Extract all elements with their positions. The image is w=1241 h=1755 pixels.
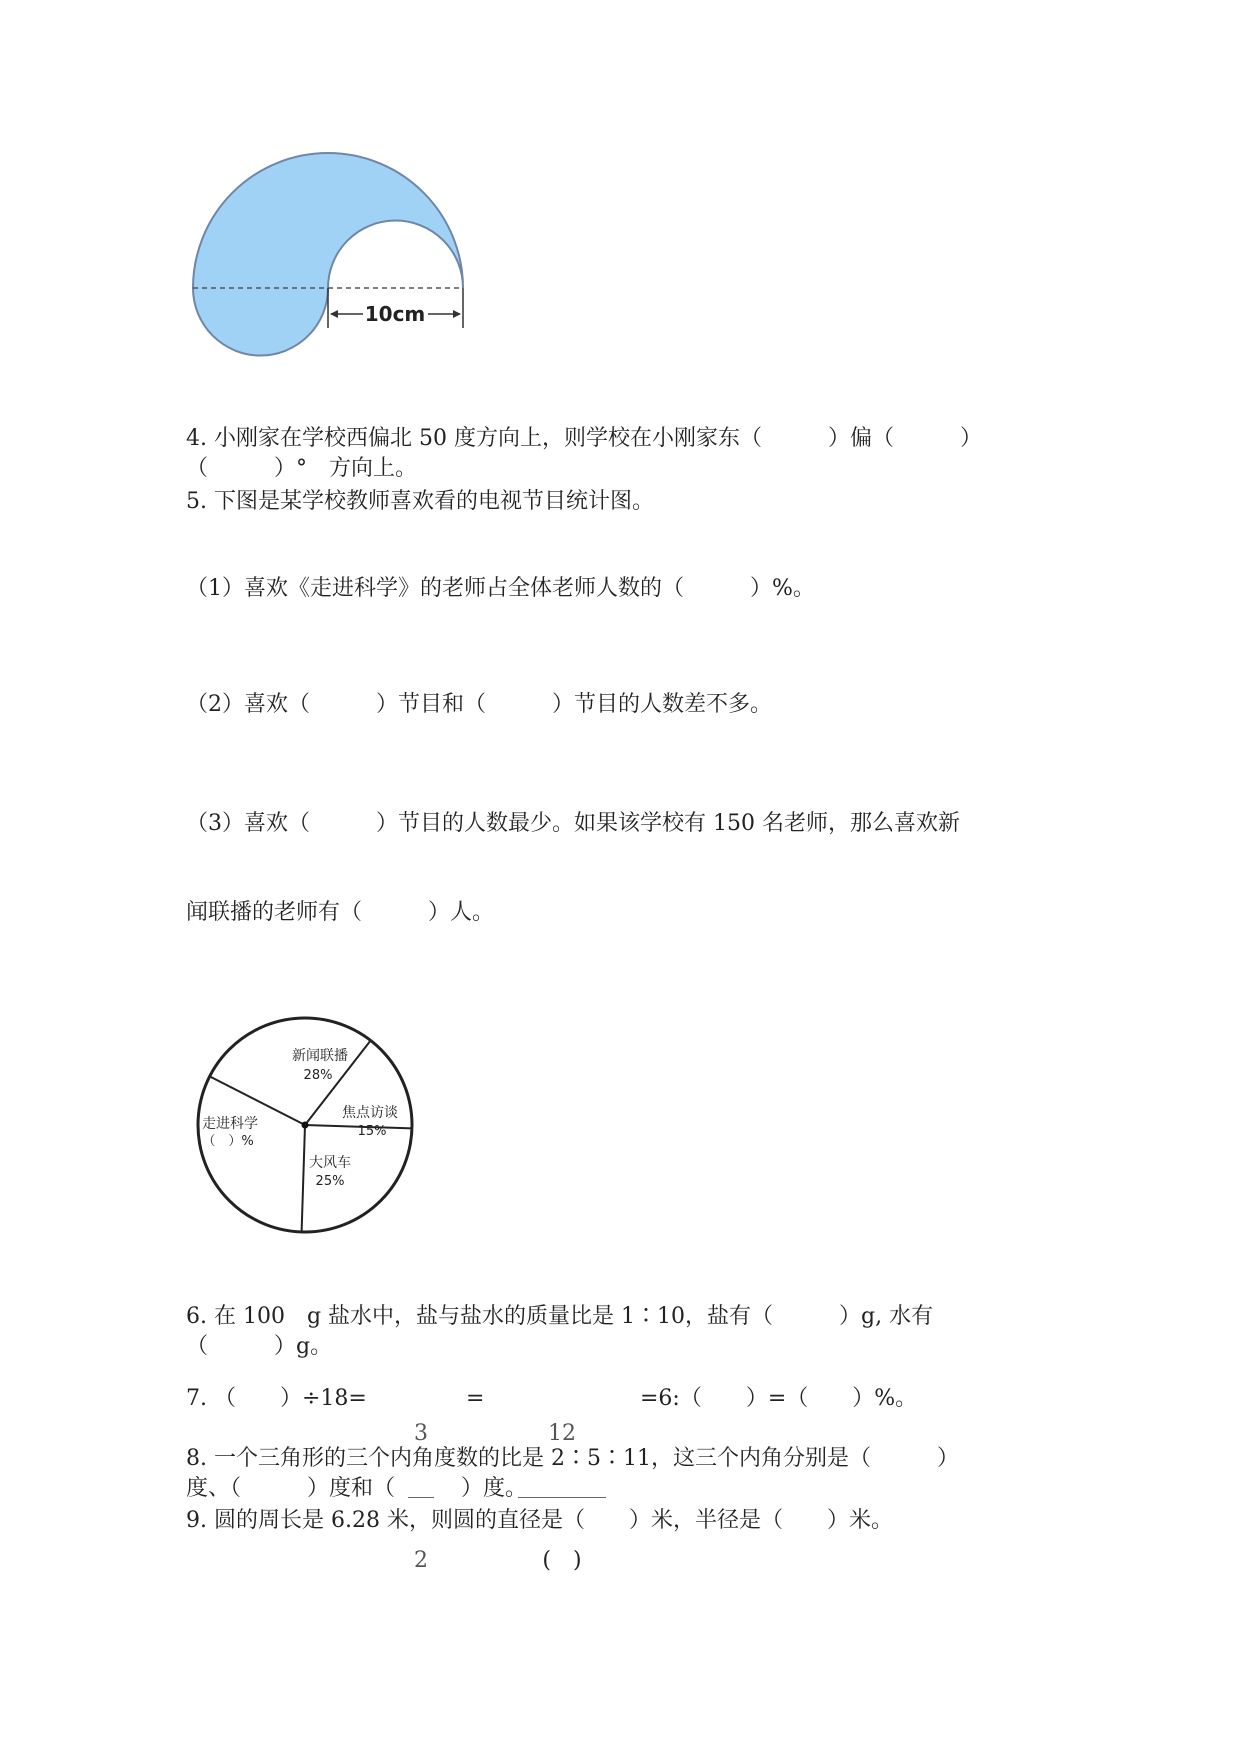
q7-part1: 7. （ ）÷18= <box>186 1386 367 1411</box>
q7-fraction-2 <box>518 1372 606 1598</box>
q5-stem: 5. 下图是某学校教师喜欢看的电视节目统计图。 <box>186 489 654 514</box>
q5-sub1: （1）喜欢《走进科学》的老师占全体老师人数的（ ）%。 <box>186 576 815 601</box>
slice-value-dafengche: 25% <box>315 1174 345 1189</box>
q4-line1: 4. 小刚家在学校西偏北 50 度方向上，则学校在小刚家东（ ）偏（ ） <box>186 426 982 451</box>
q5-sub3-line2: 闻联播的老师有（ ）人。 <box>186 900 495 925</box>
tv-program-pie-chart <box>190 1010 420 1240</box>
q7-fraction-2-bar <box>518 1497 606 1498</box>
slice-label-dafengche: 大风车 <box>309 1155 351 1171</box>
q4-line2: （ ）° 方向上。 <box>186 456 418 481</box>
q8-line2: 度、（ ）度和（ ）度。 <box>186 1476 528 1501</box>
q6-line2: （ ）g。 <box>186 1334 333 1359</box>
q9-line1: 9. 圆的周长是 6.28 米，则圆的直径是（ ）米，半径是（ ）米。 <box>186 1508 893 1533</box>
slice-label-zoujin: 走进科学 <box>202 1116 258 1132</box>
slice-value-jiaodian: 15% <box>357 1124 387 1139</box>
slice-label-jiaodian: 焦点访谈 <box>342 1105 398 1121</box>
arrow-head-left <box>330 310 338 318</box>
q7-fraction-2-num: 12 <box>548 1421 576 1446</box>
q6-line1: 6. 在 100 g 盐水中，盐与盐水的质量比是 1∶10，盐有（ ）g, 水有 <box>186 1304 934 1329</box>
q7-fraction-1-num: 3 <box>414 1421 428 1446</box>
q7-equals: = <box>466 1386 485 1411</box>
q5-sub3-line1: （3）喜欢（ ）节目的人数最少。如果该学校有 150 名老师，那么喜欢新 <box>186 811 960 836</box>
q8-line1: 8. 一个三角形的三个内角度数的比是 2∶5∶11，这三个内角分别是（ ） <box>186 1446 959 1471</box>
arrow-head-right <box>453 310 461 318</box>
slice-value-zoujin: （ ）% <box>202 1134 254 1149</box>
q5-sub2: （2）喜欢（ ）节目和（ ）节目的人数差不多。 <box>186 692 772 717</box>
slice-label-xinwen: 新闻联播 <box>292 1048 348 1064</box>
slice-value-xinwen: 28% <box>303 1068 333 1083</box>
shaded-semicircle-figure <box>185 150 475 365</box>
q7-part2: =6:（ ）=（ ）%。 <box>640 1386 918 1411</box>
q7-fraction-1-den: 2 <box>414 1548 428 1573</box>
q7-fraction-2-den: ( ) <box>542 1548 582 1573</box>
pie-center-dot <box>302 1122 309 1129</box>
dimension-label: 10cm <box>364 302 426 326</box>
